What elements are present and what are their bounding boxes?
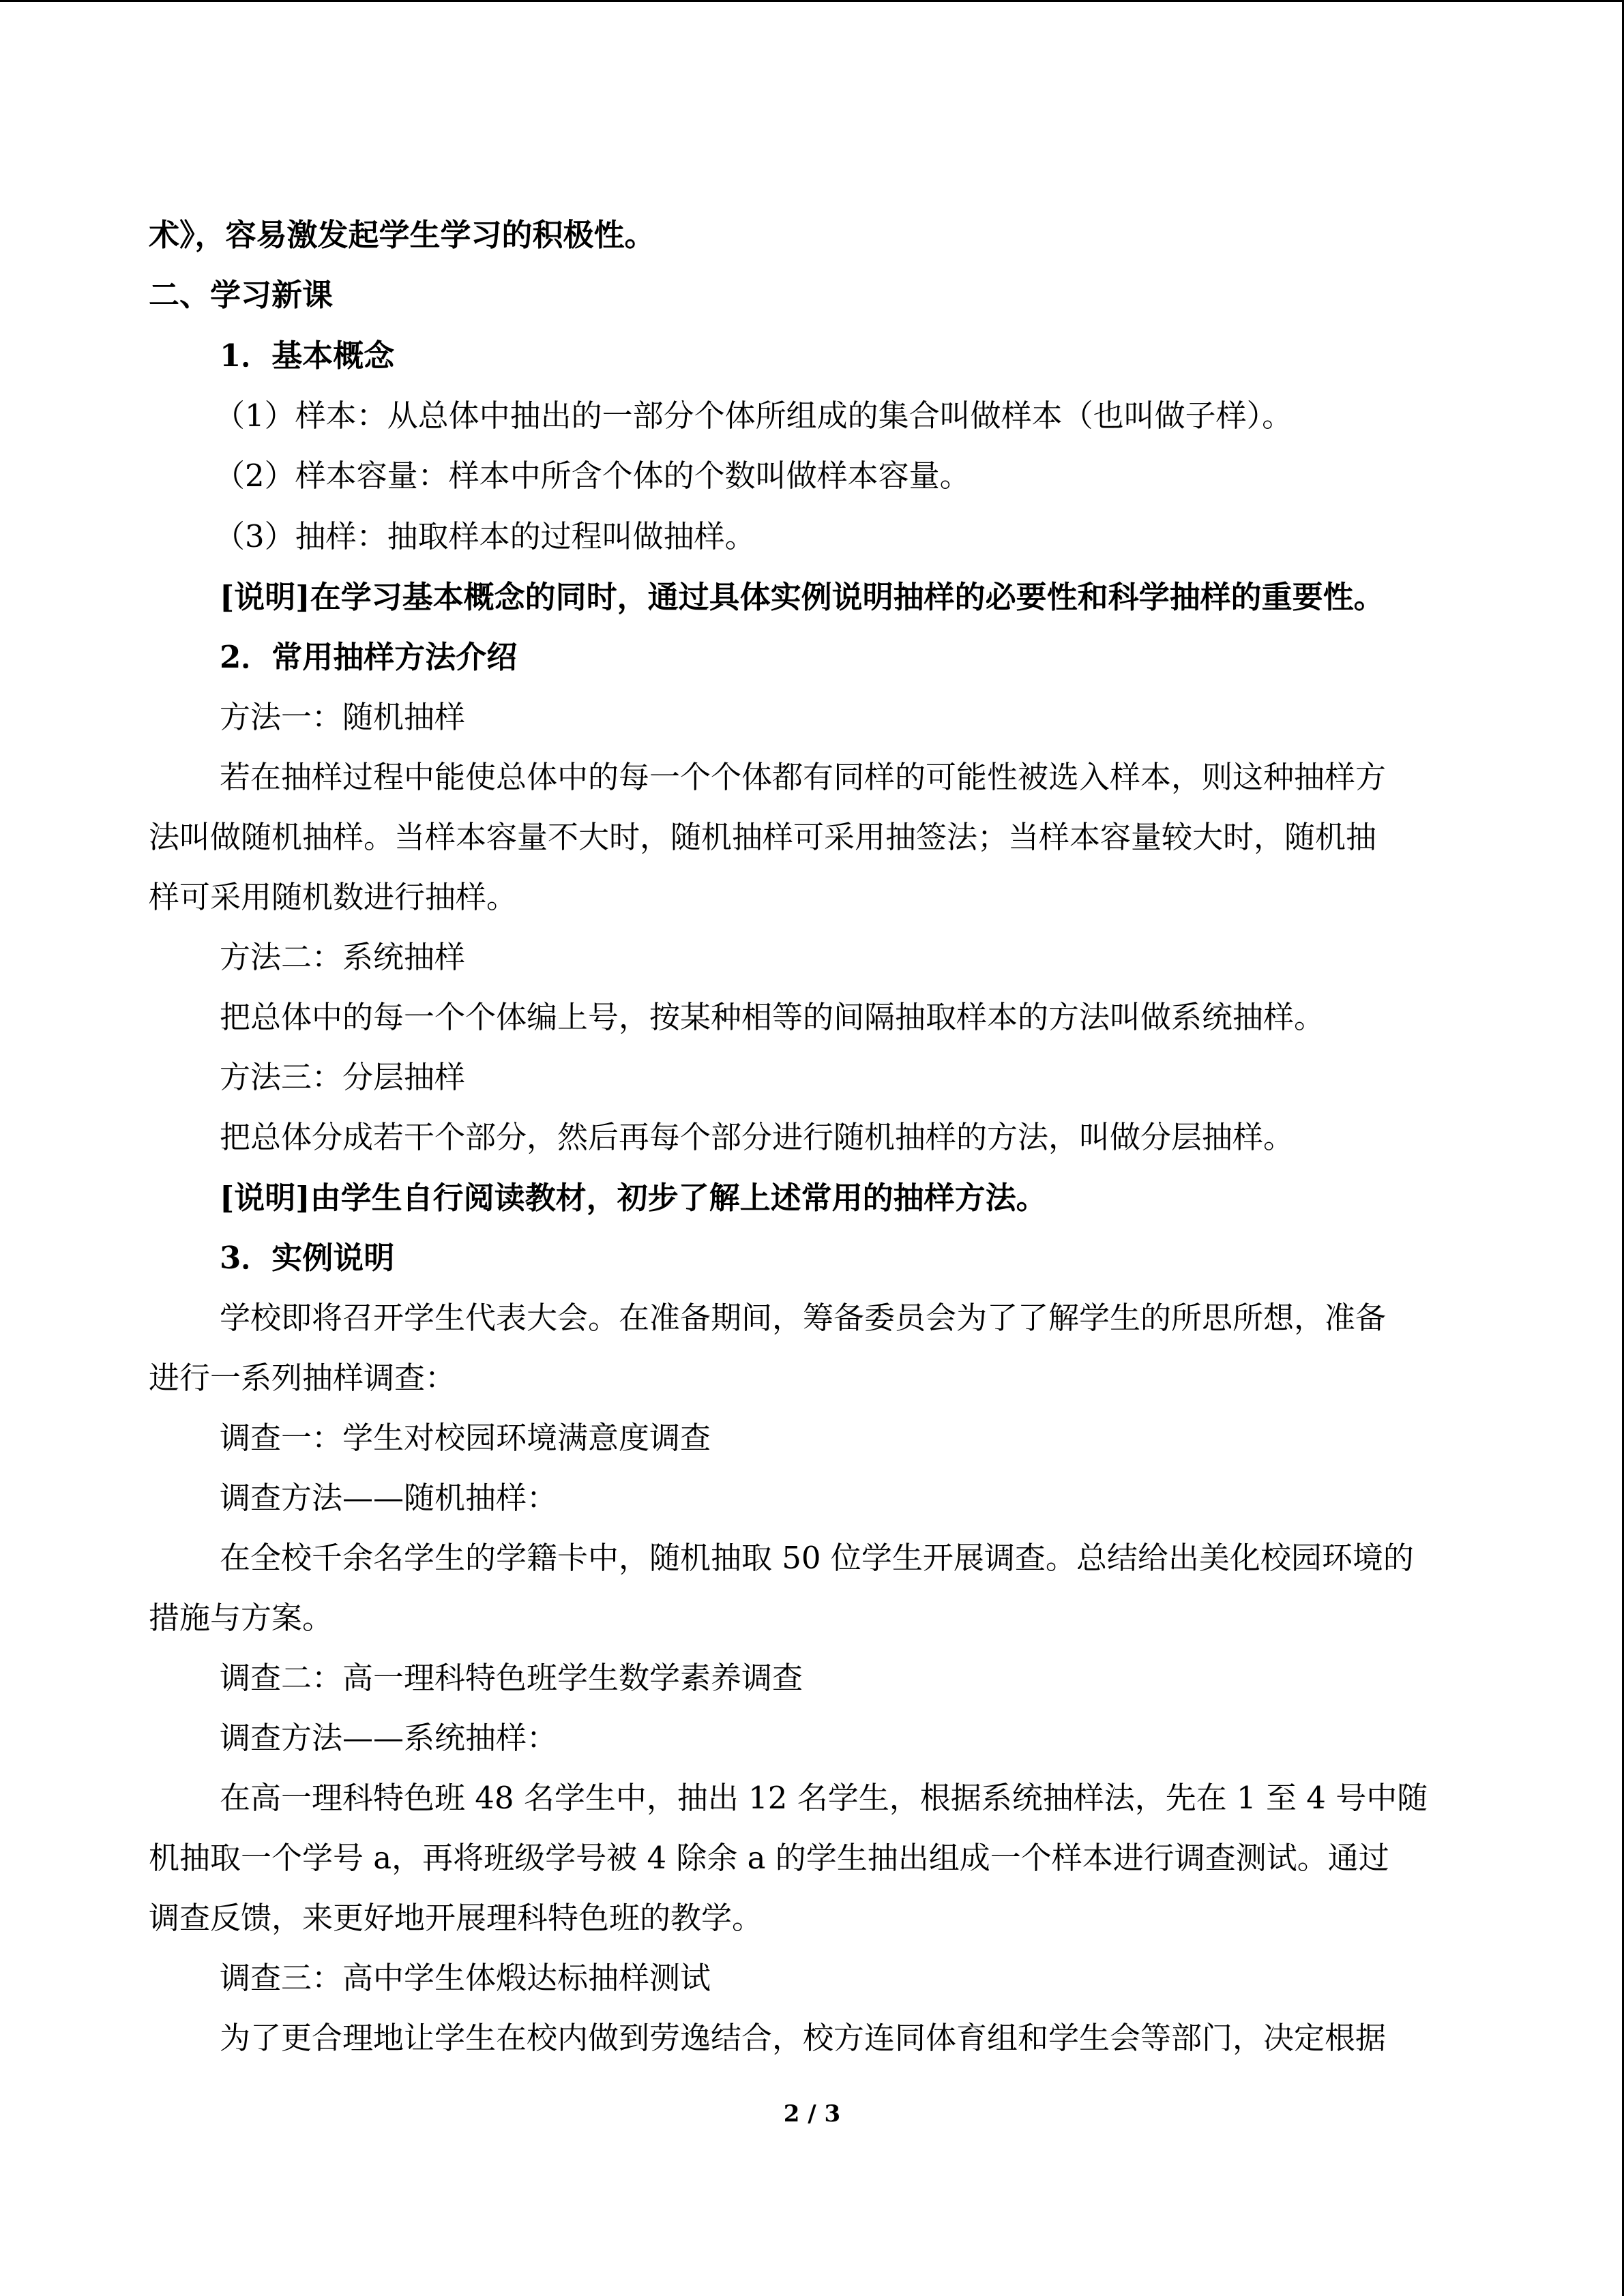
text-line: 措施与方案。 xyxy=(149,1600,334,1636)
text-line: 调查方法——系统抽样： xyxy=(220,1720,558,1756)
text-line: 为了更合理地让学生在校内做到劳逸结合，校方连同体育组和学生会等部门，决定根据 xyxy=(220,2020,1387,2056)
note-line: [说明]由学生自行阅读教材，初步了解上述常用的抽样方法。 xyxy=(220,1180,1047,1216)
subsection-heading: 2．常用抽样方法介绍 xyxy=(220,639,518,675)
text-line: 学校即将召开学生代表大会。在准备期间，筹备委员会为了了解学生的所思所想，准备 xyxy=(220,1300,1387,1336)
text-line: 调查方法——随机抽样： xyxy=(220,1480,558,1516)
text-line: （2）样本容量：样本中所含个体的个数叫做样本容量。 xyxy=(214,458,971,494)
text-line: 调查二：高一理科特色班学生数学素养调查 xyxy=(220,1660,803,1696)
text-line: （3）抽样：抽取样本的过程叫做抽样。 xyxy=(214,518,756,554)
text-line: 方法一：随机抽样 xyxy=(220,699,466,735)
text-line: 术》，容易激发起学生学习的积极性。 xyxy=(149,217,655,253)
subsection-heading: 1．基本概念 xyxy=(220,338,395,374)
section-heading: 二、学习新课 xyxy=(149,277,334,313)
text-line: 法叫做随机抽样。当样本容量不大时，随机抽样可采用抽签法；当样本容量较大时，随机抽 xyxy=(149,819,1377,855)
text-line: 调查一：学生对校园环境满意度调查 xyxy=(220,1420,711,1456)
text-line: 调查反馈，来更好地开展理科特色班的教学。 xyxy=(149,1900,763,1936)
text-line: 方法三：分层抽样 xyxy=(220,1059,466,1095)
text-line: 在全校千余名学生的学籍卡中，随机抽取 50 位学生开展调查。总结给出美化校园环境的 xyxy=(220,1540,1414,1576)
text-line: 调查三：高中学生体煅达标抽样测试 xyxy=(220,1960,711,1996)
text-line: 把总体分成若干个部分，然后再每个部分进行随机抽样的方法，叫做分层抽样。 xyxy=(220,1119,1295,1155)
subsection-heading: 3．实例说明 xyxy=(220,1240,395,1276)
page-number: 2 / 3 xyxy=(783,2100,841,2128)
text-line: 进行一系列抽样调查： xyxy=(149,1360,456,1396)
text-line: 若在抽样过程中能使总体中的每一个个体都有同样的可能性被选入样本，则这种抽样方 xyxy=(220,759,1387,795)
text-line: （1）样本：从总体中抽出的一部分个体所组成的集合叫做样本（也叫做子样）。 xyxy=(214,398,1293,434)
text-line: 机抽取一个学号 a，再将班级学号被 4 除余 a 的学生抽出组成一个样本进行调查测试。通过 xyxy=(149,1840,1389,1876)
text-line: 在高一理科特色班 48 名学生中，抽出 12 名学生，根据系统抽样法，先在 1 至 4 号中随 xyxy=(220,1780,1428,1816)
text-line: 把总体中的每一个个体编上号，按某种相等的间隔抽取样本的方法叫做系统抽样。 xyxy=(220,999,1325,1035)
note-line: [说明]在学习基本概念的同时，通过具体实例说明抽样的必要性和科学抽样的重要性。 xyxy=(220,579,1385,615)
text-line: 样可采用随机数进行抽样。 xyxy=(149,879,518,915)
text-line: 方法二：系统抽样 xyxy=(220,939,466,975)
